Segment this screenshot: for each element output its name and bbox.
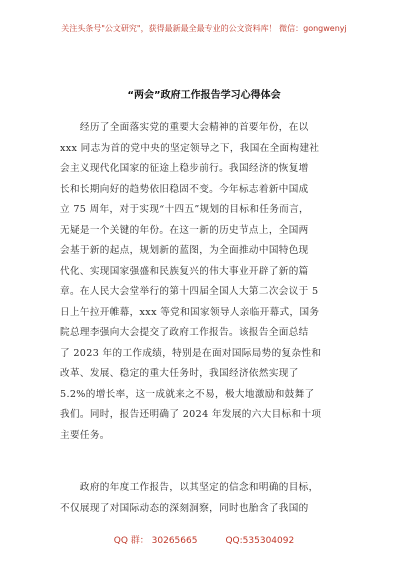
paragraph-line: 不仅展现了对国际动态的深刻洞察，同时也胎含了我国的 — [60, 502, 309, 514]
paragraph-line: 主要任务。 — [60, 429, 110, 441]
paragraph-line: 章。在人民大会堂举行的第十四届全国人大第二次会议于 5 — [60, 286, 319, 297]
paragraph-line: 改革、发展、稳定的重大任务时，我国经济依然实现了 — [60, 368, 299, 379]
footer-qq-number: QQ:535304092 — [225, 536, 295, 546]
paragraph-line: 会主义现代化国家的征途上稳步前行。我国经济的恢复增 — [60, 163, 309, 174]
paragraph-line: 院总理李强向大会提交了政府工作报告。该报告全面总结 — [60, 327, 309, 338]
header-banner: 关注头条号"公文研究"，获得最新最全最专业的公文资料库！ 微信：gongwenyj — [61, 24, 347, 33]
paragraph-line: 长和长期向好的趋势依旧稳固不变。今年标志着新中国成 — [60, 183, 309, 195]
paragraph-line: xxx 同志为首的党中央的坚定领导之下，我国在全面构建社 — [60, 142, 320, 154]
paragraph-line: 无疑是一个关键的年份。在这一新的历史节点上，全国两 — [60, 224, 309, 236]
paragraph-2 — [60, 478, 345, 519]
paragraph-line: 立 75 周年，对于实现“十四五”规划的目标和任务而言， — [60, 204, 309, 215]
document-title: “两会”政府工作报告学习心得体会 — [127, 90, 281, 101]
paragraph-line: 政府的年度工作报告，以其坚定的信念和明确的目标， — [60, 482, 319, 493]
paragraph-line: 了 2023 年的工作成绩，特别是在面对国际局势的复杂性和 — [60, 347, 322, 359]
footer-qq-group: QQ 群： 30265665 — [113, 536, 198, 546]
paragraph-line: 代化、实现国家强盛和民族复兴的伟大事业开辟了新的篇 — [60, 265, 309, 277]
paragraph-line: 日上午拉开帷幕，xxx 等党和国家领导人亲临开幕式，国务 — [60, 306, 320, 318]
paragraph-line: 经历了全面落实党的重要大会精神的首要年份，在以 — [60, 122, 309, 133]
footer-contact — [0, 533, 408, 546]
paragraph-line: 我们。同时，报告还明确了 2024 年发展的六大目标和十项 — [60, 409, 322, 420]
paragraph-line: 会基于新的起点，规划新的蓝图，为全面推动中国特色现 — [60, 245, 309, 256]
paragraph-line: 5.2%的增长率，这一成就来之不易，极大地激励和鼓舞了 — [60, 388, 315, 400]
paragraph-1 — [60, 118, 345, 446]
